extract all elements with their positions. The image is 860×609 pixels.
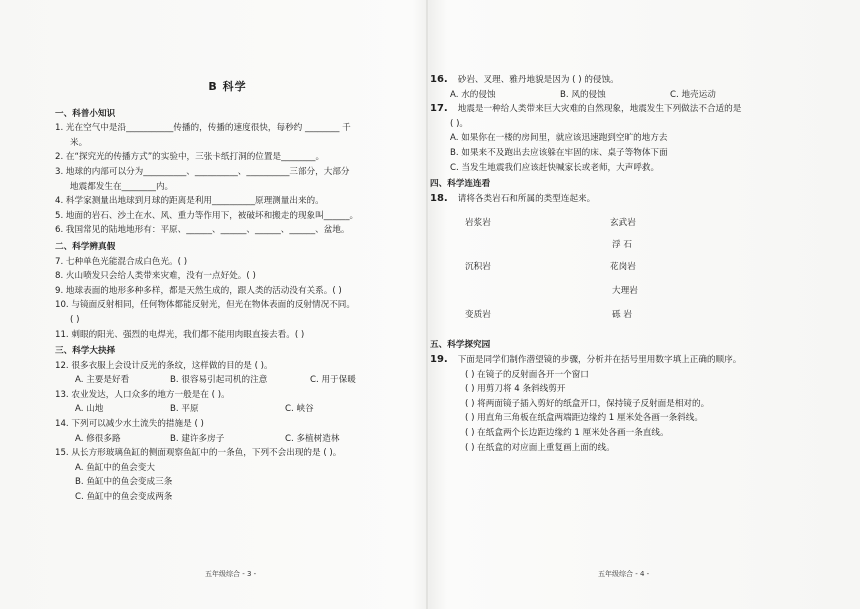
question-13-options (55, 402, 400, 417)
question-1-cont: 米。 (70, 137, 88, 148)
page-footer-left: 五年级综合 - 3 - (205, 570, 257, 578)
match-left-item[interactable]: 岩浆岩 (465, 218, 491, 229)
option-a: A. 水的侵蚀 (450, 89, 496, 100)
question-11: 11. 刺眼的阳光、强烈的电焊光，我们都不能用肉眼直接去看。( ) (55, 329, 305, 340)
page-footer-right: 五年级综合 - 4 - (598, 570, 650, 578)
match-right-item[interactable]: 花岗岩 (610, 262, 636, 273)
question-18-text: 请将各类岩石和所属的类型连起来。 (457, 193, 596, 204)
option-b: B. 很容易引起司机的注意 (170, 375, 268, 386)
step-item: ( ) 将两面镜子插入剪好的纸盒开口，保持镜子反射面是相对的。 (465, 398, 710, 409)
question-4: 4. 科学家测量出地球到月球的距离是利用__________原理测量出来的。 (55, 196, 324, 207)
left-page (55, 70, 400, 505)
question-17-number: 17. (430, 103, 448, 115)
question-15-option-b: B. 鱼缸中的鱼会变成三条 (75, 477, 173, 488)
section-heading-2: 二、科学辨真假 (55, 241, 116, 252)
question-15-option-a: A. 鱼缸中的鱼会变大 (75, 462, 155, 473)
question-12-options (55, 373, 400, 388)
question-18-number: 18. (430, 192, 448, 204)
step-item: ( ) 用直角三角板在纸盒两端距边缘约 1 厘米处各画一条斜线。 (465, 413, 703, 424)
step-item: ( ) 在纸盒两个长边距边缘约 1 厘米处各画一条直线。 (465, 427, 669, 438)
question-19-steps (430, 368, 810, 456)
question-8: 8. 火山喷发只会给人类带来灾难，没有一点好处。( ) (55, 271, 256, 282)
option-a: A. 主要是好看 (75, 375, 130, 386)
question-2: 2. 在“探究光的传播方式”的实验中，三张卡纸打洞的位置是________。 (55, 152, 325, 163)
question-19-text: 下面是同学们制作潜望镜的步骤，分析并在括号里用数字填上正确的顺序。 (457, 354, 742, 365)
option-a: A. 山地 (75, 404, 104, 415)
option-c: C. 多植树造林 (285, 433, 340, 444)
question-17-text: 地震是一种给人类带来巨大灾难的自然现象，地震发生下列做法不合适的是 (457, 104, 742, 115)
question-19-number: 19. (430, 353, 448, 365)
match-right-item[interactable]: 玄武岩 (610, 218, 636, 229)
match-right-item[interactable]: 砾 岩 (612, 310, 632, 321)
page-title: B 科学 (208, 80, 247, 93)
option-c: C. 峡谷 (285, 404, 314, 415)
question-10-cont: ( ) (70, 314, 80, 325)
question-5: 5. 地面的岩石、沙土在水、风、重力等作用下，被破坏和搬走的现象叫______。 (55, 210, 359, 221)
match-left-item[interactable]: 变质岩 (465, 310, 491, 321)
section-heading-1: 一、科普小知识 (55, 108, 116, 119)
match-right-item[interactable]: 大理岩 (612, 286, 638, 297)
section-heading-5: 五、科学探究园 (430, 340, 491, 351)
question-19 (430, 353, 810, 368)
option-c: C. 用于保暖 (310, 375, 356, 386)
question-15-option-c: C. 鱼缸中的鱼会变成两条 (75, 492, 173, 503)
question-16-options (430, 88, 810, 103)
question-17-paren: ( )。 (450, 118, 469, 129)
question-14-options (55, 432, 400, 447)
question-17 (430, 102, 810, 117)
question-13: 13. 农业发达，人口众多的地方一般是在 ( )。 (55, 389, 230, 400)
question-17-option-a: A. 如果你在一楼的房间里，就应该迅速跑到空旷的地方去 (450, 133, 668, 144)
step-item: ( ) 在镜子的反射面各开一个窗口 (465, 369, 589, 380)
option-b: B. 风的侵蚀 (560, 89, 606, 100)
question-6: 6. 我国常见的陆地地形有：平原、______、______、______、______、盆地。 (55, 225, 350, 236)
option-c: C. 地壳运动 (670, 89, 716, 100)
section-heading-3: 三、科学大抉择 (55, 346, 116, 357)
section-heading-4: 四、科学连连看 (430, 179, 491, 190)
question-16-text: 砂岩、叉理、雅丹地貌是因为 ( ) 的侵蚀。 (457, 75, 619, 85)
match-left-item[interactable]: 沉积岩 (465, 262, 491, 273)
question-17-option-c: C. 当发生地震我们应该赶快喊家长或老师，大声呼救。 (450, 162, 660, 173)
option-b: B. 建许多房子 (170, 433, 225, 444)
step-item: ( ) 在纸盒的对应面上重复画上面的线。 (465, 442, 615, 453)
question-17-option-b: B. 如果来不及跑出去应该躲在牢固的床、桌子等物体下面 (450, 147, 668, 158)
question-16 (430, 73, 810, 88)
match-right-item[interactable]: 浮 石 (612, 240, 632, 251)
right-page (430, 73, 810, 455)
question-10: 10. 与镜面反射相同，任何物体都能反射光，但光在物体表面的反射情况不同。 (55, 300, 355, 311)
question-7: 7. 七种单色光能混合成白色光。( ) (55, 256, 188, 267)
step-item: ( ) 用剪刀将 4 条斜线剪开 (465, 384, 566, 395)
question-16-number: 16. (430, 74, 448, 85)
question-3: 3. 地球的内部可以分为__________、__________、__________三部分，大部分 (55, 166, 350, 177)
page-fold (426, 0, 428, 609)
matching-area (430, 212, 810, 334)
question-14: 14. 下列可以减少水土流失的措施是 ( ) (55, 419, 204, 430)
question-1: 1. 光在空气中是沿___________传播的，传播的速度很快，每秒约 ________ 千 (55, 123, 351, 134)
option-a: A. 修很多路 (75, 433, 121, 444)
question-12: 12. 很多衣服上会设计反光的条纹，这样做的目的是 ( )。 (55, 360, 273, 371)
question-15: 15. 从长方形玻璃鱼缸的侧面观察鱼缸中的一条鱼，下列不会出现的是 ( )。 (55, 448, 342, 459)
question-3-cont: 地震都发生在________内。 (70, 181, 174, 192)
question-18 (430, 192, 810, 207)
option-b: B. 平原 (170, 404, 199, 415)
question-9: 9. 地球表面的地形多种多样，都是天然生成的，跟人类的活动没有关系。( ) (55, 285, 342, 296)
